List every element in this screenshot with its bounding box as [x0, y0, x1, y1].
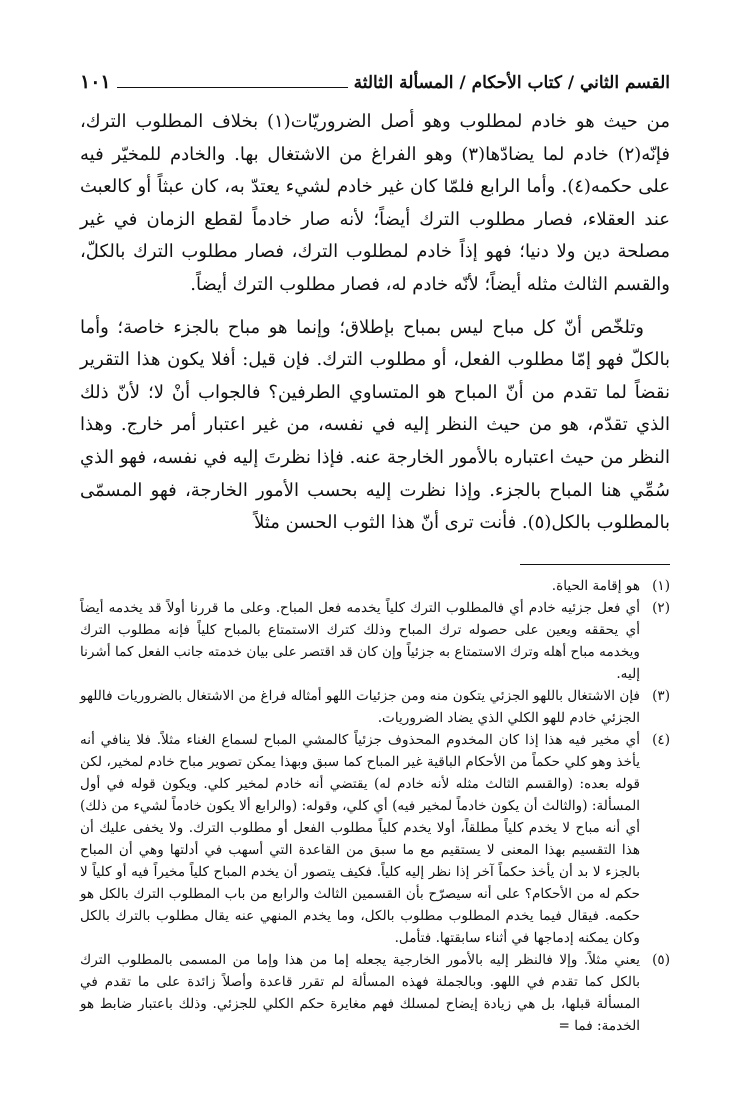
footnote-text: أي مخير فيه هذا إذا كان المخدوم المحذوف جزئياً كالمشي المباح لسماع الغناء مثلاً. فلا ينافي أنه يأخذ وهو كلي حكماً من الأحكام الباقية غير المباح كما سبق وبهذا يمكن تصوير مباح خادم لمخير، لكن قوله بعده: (والقسم الثالث مثله لأنه خادم له) يقتضي أنه خادم لمخير كلي. ويكون قوله في أول المسألة: (والثالث أن يكون خادماً لمخير فيه) أي كلي، وقوله: (والرابع ألا يكون خادماً لشيء من ذلك) أي أنه مباح لا يخدم كلياً مطلقاً، أولا يخدم كلياً مطلوب الفعل أو مطلوب الترك. ولا يخفى عليك أن هذا التقسيم بهذا المعنى لا يستقيم مع ما سبق من القاعدة التي أسهب في أدلتها وهي أن المباح بالجزء لا بد أن يأخذ حكماً آخر إذا نظر إليه كلياً. فكيف يتصور أن يخدم المباح كلياً مخيراً فيه أو كلياً لا حكم له من الأحكام؟ على أنه سيصرّح بأن القسمين الثالث والرابع من باب المطلوب الترك بالكل هو حكمه. فيقال فيما يخدم المطلوب مطلوب بالكل، وما يخدم المنهي عنه يقال مطلوب بالترك بالكل وكان يمكنه إدماجها في أثناء سابقتها. فتأمل.	[80, 731, 640, 946]
footnote-text: فإن الاشتغال باللهو الجزئي يتكون منه ومن جزئيات اللهو أمثاله فراغ من الاشتغال بالضروريات فاللهو الجزئي خادم للهو الكلي الذي يضاد الضروريات.	[80, 687, 640, 726]
footnotes	[80, 575, 670, 1037]
footnote	[80, 597, 670, 685]
footnote-text: أي فعل جزئيه خادم أي فالمطلوب الترك كلياً يخدمه فعل المباح. وعلى ما قررنا أولاً قد يخدمه أيضاً أي يحققه ويعين على حصوله ترك المباح وذلك كترك الاستمتاع بالمباح كلياً فإنه مطلوب الترك ويخدمه مباح أهله وترك الاستمتاع به جزئياً وإن كان قد اقتصر على بيان خدمته جانب الفعل كما أشرنا إليه.	[80, 599, 640, 682]
footnote-number: (٤)	[652, 731, 670, 748]
footnote-number: (٢)	[652, 599, 670, 616]
footnote	[80, 575, 670, 597]
main-text	[80, 106, 670, 540]
running-title: القسم الثاني / كتاب الأحكام / المسألة الثالثة	[353, 73, 670, 93]
paragraph: من حيث هو خادم لمطلوب وهو أصل الضروريّات(١) بخلاف المطلوب الترك، فإنّه(٢) خادم لما يضادّها(٣) وهو الفراغ من الاشتغال بها. والخادم للمخيّر فيه على حكمه(٤). وأما الرابع فلمّا كان غير خادم لشيء يعتدّ به، كان عبثاً أو كالعبث عند العقلاء، فصار مطلوب الترك أيضاً؛ لأنه صار خادماً لقطع الزمان في غير مصلحة دين ولا دنيا؛ فهو إذاً خادم لمطلوب الترك، فصار مطلوب الترك بالكلّ، والقسم الثالث مثله أيضاً؛ لأنّه خادم له، فصار مطلوب الترك أيضاً.	[80, 111, 671, 295]
running-header	[80, 70, 670, 96]
footnote-text: يعني مثلاً. وإلا فالنظر إليه بالأمور الخارجية يجعله إما من هذا وإما من المسمى بالمطلوب الترك بالكل كما تقدم في اللهو. وبالجملة فهذه المسألة لم تقرر قاعدة وأصلاً زائدة على ما تقدم في المسألة قبلها، بل هي زيادة إيضاح لمسلك فهم مغايرة حكم الكلي للجزئي. وذلك باعتبار ضابط هو الخدمة: فما =	[80, 951, 640, 1034]
header-rule	[117, 87, 348, 88]
footnote-number: (٣)	[652, 687, 670, 704]
footnote-number: (٥)	[652, 951, 670, 968]
footnote-number: (١)	[652, 577, 670, 594]
footnote	[80, 685, 670, 729]
page-number: ١٠١	[80, 71, 111, 93]
footnote-divider	[520, 564, 670, 565]
paragraph: وتلخّص أنّ كل مباح ليس بمباح بإطلاق؛ وإنما هو مباح بالجزء خاصة؛ وأما بالكلّ فهو إمّا مطلوب الفعل، أو مطلوب الترك. فإن قيل: أفلا يكون هذا التقرير نقضاً لما تقدم من أنّ المباح هو المتساوي الطرفين؟ فالجواب أنْ لا؛ لأنّ ذلك الذي تقدّم، هو من حيث النظر إليه في نفسه، من غير اعتبار أمر خارج. وهذا النظر من حيث اعتباره بالأمور الخارجة عنه. فإذا نظرتَ إليه في نفسه، فهو الذي سُمِّي هنا المباح بالجزء. وإذا نظرت إليه بحسب الأمور الخارجة، فهو المسمّى بالمطلوب بالكل(٥). فأنت ترى أنّ هذا الثوب الحسن مثلاً	[80, 316, 670, 534]
footnote	[80, 949, 670, 1037]
footnote-text: هو إقامة الحياة.	[551, 577, 640, 594]
footnote	[80, 729, 670, 949]
